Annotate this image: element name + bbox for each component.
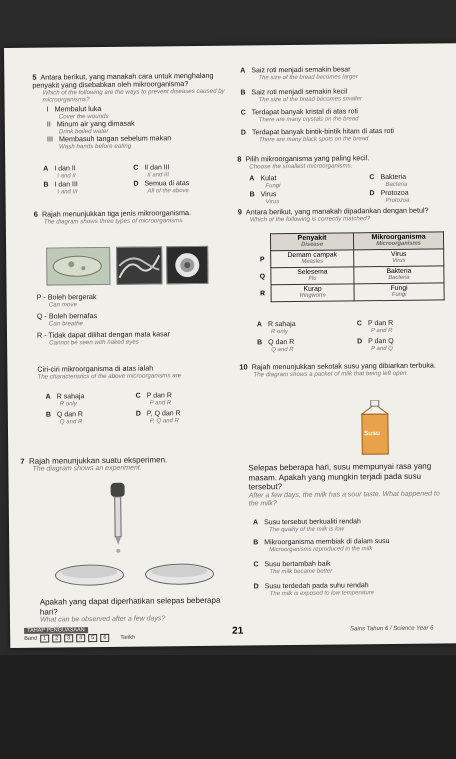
q4-option-a[interactable]: A Saiz roti menjadi semakin besar The size of the bread becomes larger [240, 66, 358, 81]
band-6[interactable]: 6 [100, 634, 109, 642]
question-5 [32, 72, 233, 151]
question-number: 10 [239, 362, 248, 372]
question-number: 5 [32, 72, 37, 82]
q8-option-a[interactable]: A Kulat Fungi [249, 175, 281, 189]
q9-option-a[interactable]: A R sahaja R only [256, 320, 296, 335]
question-stem-en: The diagram shows a packet of milk that being left open. [253, 369, 409, 379]
q10-option-c[interactable]: C Susu bertambah baik The milk became better [253, 560, 333, 575]
mastery-level-box [24, 626, 174, 643]
q5-option-d[interactable]: D Semua di atas All of the above [133, 180, 190, 195]
question-number: 9 [237, 207, 242, 217]
milk-carton-image [360, 400, 391, 456]
q7-stem2 [40, 596, 240, 624]
q6-option-c[interactable]: C P dan R P and R [135, 392, 172, 406]
question-stem: Rajah menunjukkan sekotak susu yang dibiarkan terbuka. [251, 360, 436, 372]
question-stem-en: The characteristics of the above microorganisms are [37, 372, 182, 381]
col-header-microorganism: Mikroorganisma Microorganisms [354, 232, 444, 250]
worksheet-page [4, 43, 456, 648]
question-7 [20, 456, 230, 473]
item-2: II Minum air yang dimasak [46, 118, 135, 129]
item-3: III Membasuh tangan sebelum makan [46, 133, 172, 144]
q6-labels [37, 292, 238, 347]
label-q: Q - Boleh bernafas [36, 311, 98, 321]
question-stem: Apakah yang dapat diperhatikan selepas beberapa hari? [39, 595, 221, 617]
q8-option-c[interactable]: C Bakteria Bacteria [369, 173, 408, 188]
band-label: Band [24, 635, 38, 642]
question-number: 7 [20, 456, 25, 466]
carton-label: Susu [364, 430, 381, 438]
label-r-en: Cannot be seen with naked eyes [49, 338, 139, 347]
q9-option-d[interactable]: D P dan Q P and Q [357, 337, 394, 352]
question-stem-en: The diagram shows an experiment. [32, 464, 142, 473]
q6-option-b[interactable]: B Q dan R Q and R [45, 411, 84, 425]
microorganism-image-r [166, 246, 208, 284]
question-6 [34, 209, 234, 226]
label-p-en: Can move [48, 301, 77, 309]
label-p: P - Boleh bergerak [36, 292, 97, 302]
question-stem: Selepas beberapa hari, susu mempunyai rasa yang masam. Apakah yang mungkin terjadi pada susu tersebut? [248, 461, 432, 492]
question-stem-en: Which of the following is correctly matched? [249, 215, 371, 224]
q4-option-d[interactable]: D Terdapat banyak bintik-bintik hitam di atas roti There are many black spots on the bread [240, 127, 395, 143]
question-8 [237, 153, 447, 170]
table-row: P Demam campak Measles Virus Virus [254, 249, 444, 268]
table-row: Q Selesema Flu Bakteria Bacteria [254, 266, 444, 285]
question-number: 8 [237, 154, 242, 164]
q9-option-c[interactable]: C P dan R P and R [356, 319, 394, 334]
question-stem: Ciri-ciri mikroorganisma di atas ialah [37, 363, 154, 374]
book-title: Sains Tahun 6 / Science Year 6 [350, 625, 434, 633]
q5-option-b[interactable]: B I dan III I and III [43, 181, 78, 195]
q5-option-c[interactable]: C II dan III II and III [133, 164, 170, 179]
question-9 [238, 206, 450, 223]
q4-option-c[interactable]: C Terdapat banyak kristal di atas roti There are many crystals on the bread [240, 108, 359, 123]
label-q-en: Can breathe [48, 320, 83, 328]
item-1-en: Cover the wounds [58, 112, 109, 121]
experiment-diagram [39, 478, 235, 592]
q10-option-b[interactable]: B Mikroorganisma membiak di dalam susu Microorganisms reproduced in the milk [253, 537, 390, 553]
question-stem: Antara berikut, yang manakah dipadankan dengan betul? [245, 205, 429, 217]
q9-option-b[interactable]: B Q dan R Q and R [257, 338, 295, 353]
q6-option-d[interactable]: D P, Q dan R P, Q and R [135, 410, 181, 424]
question-10 [239, 361, 451, 378]
question-stem-en: Choose the smallest microorganisms. [249, 162, 353, 171]
page-number: 21 [232, 625, 244, 637]
question-stem: Antara berikut, yang manakah cara untuk menghalang penyakit yang disebabkan oleh mikroorganisma? [32, 70, 214, 90]
band-1[interactable]: 1 [40, 635, 49, 643]
q6-option-a[interactable]: A R sahaja R only [45, 393, 85, 407]
table-row: R Kurap Ringworm Fungi Fungi [254, 283, 444, 302]
q10-stem2 [248, 461, 448, 508]
band-5[interactable]: 5 [88, 634, 97, 642]
q8-option-b[interactable]: B Virus Virus [249, 191, 280, 205]
question-number: 6 [33, 209, 38, 219]
q9-table [254, 231, 445, 302]
question-stem-en: What can be observed after a few days? [39, 615, 166, 624]
q5-option-a[interactable]: A I dan II I and II [43, 165, 76, 179]
q6-stem2 [37, 364, 237, 381]
question-stem-en: After a few days, the milk has a sour taste. What happened to the milk? [248, 489, 440, 507]
band-4[interactable]: 4 [76, 634, 85, 642]
item-1: I Membalut luka [46, 103, 102, 114]
band-3[interactable]: 3 [64, 634, 73, 642]
mastery-label: TAHAP PENGUASAAN [24, 627, 88, 634]
band-2[interactable]: 2 [52, 634, 61, 642]
q10-option-a[interactable]: A Susu tersebut berkualiti rendah The quality of the milk is low [252, 518, 361, 533]
question-stem: Pilih mikroorganisma yang paling kecil. [245, 153, 370, 164]
item-2-en: Drink boiled water [58, 127, 109, 136]
question-stem: Rajah menunjukkan tiga jenis mikroorganisma. [41, 208, 191, 219]
col-header-disease: Penyakit Disease [270, 233, 353, 251]
question-stem-en: The diagram shows three types of microorganisms. [43, 217, 185, 226]
q10-option-d[interactable]: D Susu terdedah pada suhu rendah The milk is exposed to low temperature [253, 582, 375, 597]
q8-option-d[interactable]: D Protozoa Protozoa [369, 189, 410, 204]
date-label: Tarikh [120, 634, 136, 641]
question-stem: Rajah menunjukkan suatu eksperimen. [28, 455, 168, 466]
microorganism-image-q [116, 246, 162, 284]
label-r: R - Tidak dapat dilihat dengan mata kasar [36, 329, 171, 340]
item-3-en: Wash hands before eating [59, 142, 132, 151]
q4-option-b[interactable]: B Saiz roti menjadi semakin kecil The size of the bread becomes smaller [240, 88, 362, 103]
question-stem-en: Which of the following are the ways to prevent diseases caused by microorganisms? [42, 87, 225, 104]
microorganism-image-p [46, 247, 110, 286]
background [0, 655, 456, 759]
